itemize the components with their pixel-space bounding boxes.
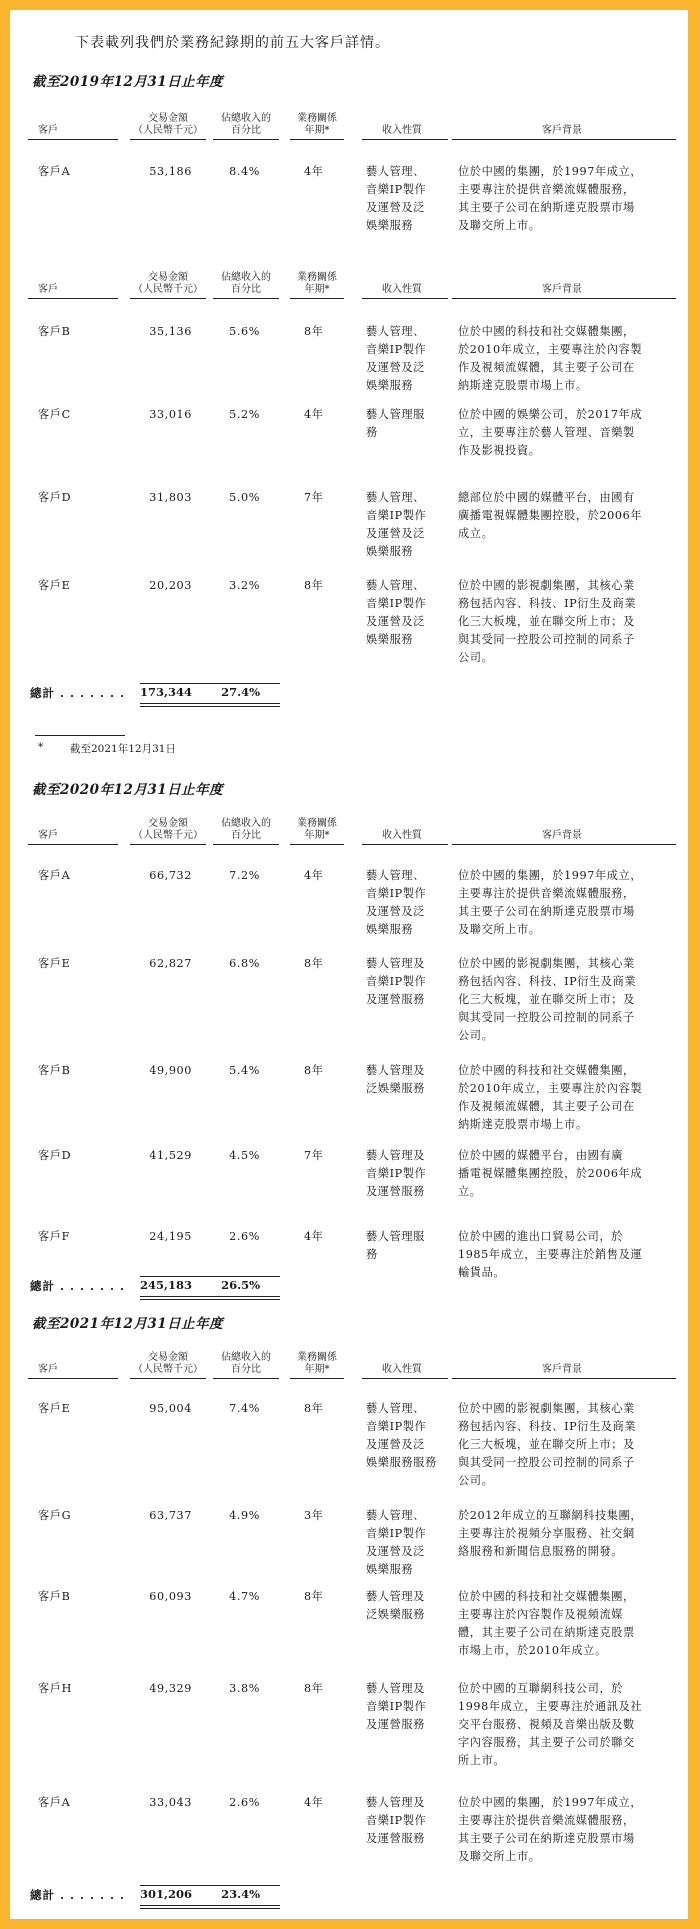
- header-amount: 交易金額 （人民幣千元）: [133, 1352, 203, 1375]
- transaction-amount: 53,186: [149, 165, 192, 178]
- transaction-amount: 49,329: [149, 1682, 192, 1695]
- customer-background-line: 與其受同一控股公司控制的同系子: [458, 1011, 635, 1024]
- revenue-nature-line: 及運營及泛: [366, 201, 425, 214]
- total-label: 總計 . . . . . . .: [30, 686, 126, 700]
- customer-background-line: 位於中國的影視劇集團，其核心業: [458, 579, 635, 592]
- revenue-nature-line: 及運營及泛: [366, 1545, 425, 1558]
- customer-name: 客戶G: [38, 1509, 72, 1522]
- relationship-years: 4年: [304, 408, 324, 421]
- revenue-nature-line: 藝人管理、: [366, 579, 425, 592]
- header-nature: 收入性質: [382, 1364, 422, 1375]
- customer-background-line: 於2012年成立的互聯網科技集團，: [458, 1509, 643, 1522]
- header-underline: [362, 298, 448, 299]
- customer-background-line: 公司。: [458, 1474, 494, 1487]
- customer-background-line: 絡服務和新聞信息服務的開發。: [458, 1545, 624, 1558]
- transaction-amount: 33,043: [149, 1796, 192, 1809]
- revenue-percentage: 7.2%: [229, 869, 260, 882]
- customer-background-line: 立，主要專注於藝人管理、音樂製: [458, 426, 635, 439]
- relationship-years: 8年: [304, 325, 324, 338]
- customer-background-line: 播電視媒體集團控股，於2006年成: [458, 1167, 643, 1180]
- relationship-years: 7年: [304, 1149, 324, 1162]
- customer-background-line: 納斯達克股票市場上市。: [458, 379, 588, 392]
- customer-background-line: 主要專注於提供音樂流媒體服務，: [458, 183, 635, 196]
- customer-background-line: 及聯交所上市。: [458, 219, 541, 232]
- total-amount: 245,183: [139, 1278, 192, 1292]
- customer-background-line: 位於中國的集團，於1997年成立，: [458, 165, 643, 178]
- header-underline: [290, 139, 344, 140]
- customer-background-line: 其主要子公司在納斯達克股票市場: [458, 905, 635, 918]
- header-underline: [213, 298, 279, 299]
- revenue-nature-line: 藝人管理及: [366, 1682, 425, 1695]
- total-label: 總計 . . . . . . .: [30, 1279, 126, 1293]
- customer-background-line: 化三大板塊，並在聯交所上市；及: [458, 615, 635, 628]
- revenue-percentage: 5.0%: [229, 491, 260, 504]
- customer-background-line: 輸貨品。: [458, 1266, 506, 1279]
- customer-name: 客戶A: [38, 869, 71, 882]
- header-underline: [213, 1378, 279, 1379]
- customer-name: 客戶C: [38, 408, 71, 421]
- revenue-nature-line: 藝人管理、: [366, 1509, 425, 1522]
- header-underline: [28, 298, 118, 299]
- header-underline: [130, 298, 206, 299]
- customer-background-line: 與其受同一控股公司控制的同系子: [458, 1456, 635, 1469]
- customer-name: 客戶B: [38, 1590, 71, 1603]
- revenue-nature-line: 音樂IP製作: [366, 1527, 427, 1540]
- customer-background-line: 1998年成立，主要專注於通訊及社: [458, 1700, 643, 1713]
- footnote-mark: *: [38, 741, 44, 753]
- header-underline: [290, 298, 344, 299]
- header-customer: 客戶: [38, 830, 58, 841]
- revenue-nature-line: 藝人管理、: [366, 165, 425, 178]
- relationship-years: 8年: [304, 1402, 324, 1415]
- customer-background-line: 主要專注於提供音樂流媒體服務，: [458, 1814, 635, 1827]
- revenue-nature-line: 音樂IP製作: [366, 343, 427, 356]
- header-underline: [130, 844, 206, 845]
- customer-background-line: 其主要子公司在納斯達克股票市場: [458, 1832, 635, 1845]
- transaction-amount: 95,004: [149, 1402, 192, 1415]
- revenue-nature-line: 藝人管理及: [366, 957, 425, 970]
- transaction-amount: 33,016: [149, 408, 192, 421]
- revenue-percentage: 4.7%: [229, 1590, 260, 1603]
- transaction-amount: 24,195: [149, 1230, 192, 1243]
- customer-background-line: 及聯交所上市。: [458, 1850, 541, 1863]
- customer-background-line: 市場上市，於2010年成立。: [458, 1644, 607, 1657]
- revenue-percentage: 5.4%: [229, 1064, 260, 1077]
- total-double-underline: [140, 1905, 280, 1909]
- header-underline: [213, 139, 279, 140]
- customer-background-line: 主要專注於內容製作及視頻流媒: [458, 1608, 624, 1621]
- revenue-nature-line: 藝人管理、: [366, 491, 425, 504]
- revenue-percentage: 8.4%: [229, 165, 260, 178]
- revenue-nature-line: 藝人管理服: [366, 1230, 425, 1243]
- header-underline: [452, 298, 676, 299]
- transaction-amount: 60,093: [149, 1590, 192, 1603]
- relationship-years: 4年: [304, 1796, 324, 1809]
- transaction-amount: 35,136: [149, 325, 192, 338]
- customer-name: 客戶A: [38, 165, 71, 178]
- relationship-years: 8年: [304, 957, 324, 970]
- revenue-nature-line: 藝人管理服: [366, 408, 425, 421]
- relationship-years: 4年: [304, 1230, 324, 1243]
- customer-background-line: 作及視頻流媒體，其主要子公司在: [458, 1100, 635, 1113]
- relationship-years: 8年: [304, 1064, 324, 1077]
- header-background: 客戶背景: [542, 1364, 582, 1375]
- relationship-years: 8年: [304, 1682, 324, 1695]
- total-amount: 173,344: [139, 685, 192, 699]
- header-customer: 客戶: [38, 284, 58, 295]
- customer-name: 客戶B: [38, 325, 71, 338]
- transaction-amount: 41,529: [149, 1149, 192, 1162]
- revenue-nature-line: 音樂IP製作: [366, 183, 427, 196]
- footnote-rule: [35, 735, 125, 736]
- header-nature: 收入性質: [382, 125, 422, 136]
- relationship-years: 4年: [304, 165, 324, 178]
- header-amount: 交易金額 （人民幣千元）: [133, 818, 203, 841]
- header-underline: [130, 1378, 206, 1379]
- header-underline: [452, 844, 676, 845]
- revenue-nature-line: 務: [366, 1248, 378, 1261]
- header-underline: [213, 844, 279, 845]
- total-double-underline: [140, 703, 280, 707]
- revenue-nature-line: 及運營及泛: [366, 527, 425, 540]
- customer-background-line: 位於中國的影視劇集團，其核心業: [458, 1402, 635, 1415]
- header-years: 業務關係 年期*: [297, 272, 337, 295]
- customer-background-line: 位於中國的進出口貿易公司，於: [458, 1230, 624, 1243]
- header-pct: 佔總收入的 百分比: [221, 818, 271, 841]
- revenue-nature-line: 泛娛樂服務: [366, 1608, 425, 1621]
- revenue-percentage: 2.6%: [229, 1230, 260, 1243]
- customer-background-line: 位於中國的集團，於1997年成立，: [458, 1796, 643, 1809]
- header-customer: 客戶: [38, 125, 58, 136]
- total-double-underline: [140, 1296, 280, 1300]
- revenue-nature-line: 娛樂服務: [366, 1563, 414, 1576]
- header-background: 客戶背景: [542, 125, 582, 136]
- relationship-years: 7年: [304, 491, 324, 504]
- total-top-line: [140, 1276, 280, 1277]
- transaction-amount: 63,737: [149, 1509, 192, 1522]
- customer-background-line: 務包括內容、科技、IP衍生及商業: [458, 597, 637, 610]
- revenue-nature-line: 娛樂服務: [366, 633, 414, 646]
- transaction-amount: 66,732: [149, 869, 192, 882]
- header-background: 客戶背景: [542, 830, 582, 841]
- total-percentage: 23.4%: [221, 1887, 260, 1901]
- revenue-nature-line: 泛娛樂服務: [366, 1082, 425, 1095]
- customer-background-line: 總部位於中國的媒體平台，由國有: [458, 491, 635, 504]
- section-title-2021: 截至2021年12月31日止年度: [32, 1316, 224, 1332]
- header-pct: 佔總收入的 百分比: [221, 113, 271, 136]
- revenue-percentage: 3.8%: [229, 1682, 260, 1695]
- customer-background-line: 位於中國的影視劇集團，其核心業: [458, 957, 635, 970]
- revenue-nature-line: 及運營服務: [366, 1832, 425, 1845]
- customer-background-line: 所上市。: [458, 1754, 506, 1767]
- header-underline: [362, 139, 448, 140]
- revenue-nature-line: 及運營及泛: [366, 905, 425, 918]
- customer-name: 客戶B: [38, 1064, 71, 1077]
- revenue-percentage: 5.2%: [229, 408, 260, 421]
- revenue-nature-line: 及運營及泛: [366, 1438, 425, 1451]
- customer-background-line: 公司。: [458, 1029, 494, 1042]
- customer-background-line: 位於中國的科技和社交媒體集團，: [458, 1064, 635, 1077]
- transaction-amount: 62,827: [149, 957, 192, 970]
- header-amount: 交易金額 （人民幣千元）: [133, 113, 203, 136]
- customer-background-line: 於2010年成立，主要專注於內容製: [458, 1082, 643, 1095]
- section-title-2020: 截至2020年12月31日止年度: [32, 782, 224, 798]
- revenue-nature-line: 及運營及泛: [366, 615, 425, 628]
- section-title-2019: 截至2019年12月31日止年度: [32, 74, 224, 90]
- revenue-percentage: 6.8%: [229, 957, 260, 970]
- total-percentage: 26.5%: [221, 1278, 260, 1292]
- relationship-years: 4年: [304, 869, 324, 882]
- header-customer: 客戶: [38, 1364, 58, 1375]
- revenue-nature-line: 音樂IP製作: [366, 509, 427, 522]
- revenue-percentage: 2.6%: [229, 1796, 260, 1809]
- customer-background-line: 位於中國的科技和社交媒體集團，: [458, 325, 635, 338]
- revenue-nature-line: 娛樂服務: [366, 379, 414, 392]
- customer-background-line: 體，其主要子公司在納斯達克股票: [458, 1626, 635, 1639]
- customer-background-line: 納斯達克股票市場上市。: [458, 1118, 588, 1131]
- revenue-nature-line: 務: [366, 426, 378, 439]
- relationship-years: 3年: [304, 1509, 324, 1522]
- customer-background-line: 成立。: [458, 527, 494, 540]
- header-underline: [28, 1378, 118, 1379]
- customer-background-line: 主要專注於提供音樂流媒體服務，: [458, 887, 635, 900]
- customer-name: 客戶E: [38, 957, 71, 970]
- customer-background-line: 交平台服務、視頻及音樂出版及數: [458, 1718, 635, 1731]
- revenue-nature-line: 及運營服務: [366, 1718, 425, 1731]
- customer-background-line: 及聯交所上市。: [458, 923, 541, 936]
- total-amount: 301,206: [139, 1887, 192, 1901]
- transaction-amount: 49,900: [149, 1064, 192, 1077]
- revenue-nature-line: 及運營及泛: [366, 361, 425, 374]
- revenue-nature-line: 音樂IP製作: [366, 887, 427, 900]
- header-pct: 佔總收入的 百分比: [221, 1352, 271, 1375]
- relationship-years: 8年: [304, 579, 324, 592]
- revenue-nature-line: 音樂IP製作: [366, 1700, 427, 1713]
- customer-background-line: 位於中國的互聯網科技公司，於: [458, 1682, 624, 1695]
- revenue-nature-line: 藝人管理及: [366, 1064, 425, 1077]
- revenue-nature-line: 音樂IP製作: [366, 597, 427, 610]
- revenue-percentage: 7.4%: [229, 1402, 260, 1415]
- header-years: 業務關係 年期*: [297, 1352, 337, 1375]
- customer-background-line: 位於中國的娛樂公司，於2017年成: [458, 408, 643, 421]
- header-nature: 收入性質: [382, 284, 422, 295]
- customer-background-line: 化三大板塊，並在聯交所上市；及: [458, 993, 635, 1006]
- header-underline: [290, 1378, 344, 1379]
- revenue-nature-line: 藝人管理、: [366, 325, 425, 338]
- revenue-nature-line: 娛樂服務服務: [366, 1456, 437, 1469]
- customer-name: 客戶D: [38, 1149, 72, 1162]
- revenue-percentage: 5.6%: [229, 325, 260, 338]
- intro-text: 下表載列我們於業務紀錄期的前五大客戶詳情。: [75, 35, 390, 51]
- customer-name: 客戶D: [38, 491, 72, 504]
- customer-name: 客戶F: [38, 1230, 70, 1243]
- revenue-nature-line: 音樂IP製作: [366, 1814, 427, 1827]
- transaction-amount: 20,203: [149, 579, 192, 592]
- header-underline: [130, 139, 206, 140]
- customer-background-line: 作及影視投資。: [458, 444, 541, 457]
- customer-background-line: 與其受同一控股公司控制的同系子: [458, 633, 635, 646]
- header-years: 業務關係 年期*: [297, 113, 337, 136]
- customer-background-line: 立。: [458, 1185, 482, 1198]
- customer-background-line: 化三大板塊，並在聯交所上市；及: [458, 1438, 635, 1451]
- revenue-nature-line: 藝人管理及: [366, 1149, 425, 1162]
- customer-background-line: 作及視頻流媒體，其主要子公司在: [458, 361, 635, 374]
- customer-background-line: 務包括內容、科技、IP衍生及商業: [458, 1420, 637, 1433]
- header-underline: [362, 844, 448, 845]
- revenue-nature-line: 音樂IP製作: [366, 1167, 427, 1180]
- footnote-text: 截至2021年12月31日: [70, 743, 176, 755]
- revenue-nature-line: 娛樂服務: [366, 545, 414, 558]
- transaction-amount: 31,803: [149, 491, 192, 504]
- header-underline: [452, 139, 676, 140]
- header-background: 客戶背景: [542, 284, 582, 295]
- customer-name: 客戶E: [38, 1402, 71, 1415]
- header-pct: 佔總收入的 百分比: [221, 272, 271, 295]
- revenue-percentage: 3.2%: [229, 579, 260, 592]
- revenue-nature-line: 藝人管理及: [366, 1590, 425, 1603]
- customer-background-line: 於2010年成立，主要專注於內容製: [458, 343, 643, 356]
- revenue-nature-line: 娛樂服務: [366, 923, 414, 936]
- revenue-nature-line: 娛樂服務: [366, 219, 414, 232]
- revenue-nature-line: 藝人管理、: [366, 869, 425, 882]
- customer-background-line: 位於中國的集團，於1997年成立，: [458, 869, 643, 882]
- customer-background-line: 其主要子公司在納斯達克股票市場: [458, 201, 635, 214]
- revenue-nature-line: 藝人管理、: [366, 1402, 425, 1415]
- revenue-nature-line: 音樂IP製作: [366, 1420, 427, 1433]
- customer-background-line: 公司。: [458, 651, 494, 664]
- customer-name: 客戶E: [38, 579, 71, 592]
- total-label: 總計 . . . . . . .: [30, 1888, 126, 1902]
- header-underline: [290, 844, 344, 845]
- revenue-percentage: 4.5%: [229, 1149, 260, 1162]
- customer-background-line: 1985年成立，主要專注於銷售及運: [458, 1248, 643, 1261]
- customer-name: 客戶H: [38, 1682, 72, 1695]
- customer-name: 客戶A: [38, 1796, 71, 1809]
- relationship-years: 8年: [304, 1590, 324, 1603]
- customer-background-line: 廣播電視媒體集團控股，於2006年: [458, 509, 643, 522]
- total-top-line: [140, 683, 280, 684]
- header-underline: [28, 844, 118, 845]
- customer-background-line: 主要專注於視頻分享服務、社交網: [458, 1527, 635, 1540]
- customer-background-line: 務包括內容、科技、IP衍生及商業: [458, 975, 637, 988]
- header-amount: 交易金額 （人民幣千元）: [133, 272, 203, 295]
- header-underline: [362, 1378, 448, 1379]
- revenue-nature-line: 藝人管理及: [366, 1796, 425, 1809]
- revenue-nature-line: 及運營服務: [366, 1185, 425, 1198]
- header-years: 業務關係 年期*: [297, 818, 337, 841]
- revenue-nature-line: 音樂IP製作: [366, 975, 427, 988]
- customer-background-line: 位於中國的科技和社交媒體集團，: [458, 1590, 635, 1603]
- revenue-percentage: 4.9%: [229, 1509, 260, 1522]
- revenue-nature-line: 及運營服務: [366, 993, 425, 1006]
- total-percentage: 27.4%: [221, 685, 260, 699]
- document-page: [10, 10, 688, 1919]
- header-nature: 收入性質: [382, 830, 422, 841]
- customer-background-line: 位於中國的媒體平台，由國有廣: [458, 1149, 624, 1162]
- total-top-line: [140, 1885, 280, 1886]
- header-underline: [452, 1378, 676, 1379]
- customer-background-line: 字內容服務，其主要子公司於聯交: [458, 1736, 635, 1749]
- header-underline: [28, 139, 118, 140]
